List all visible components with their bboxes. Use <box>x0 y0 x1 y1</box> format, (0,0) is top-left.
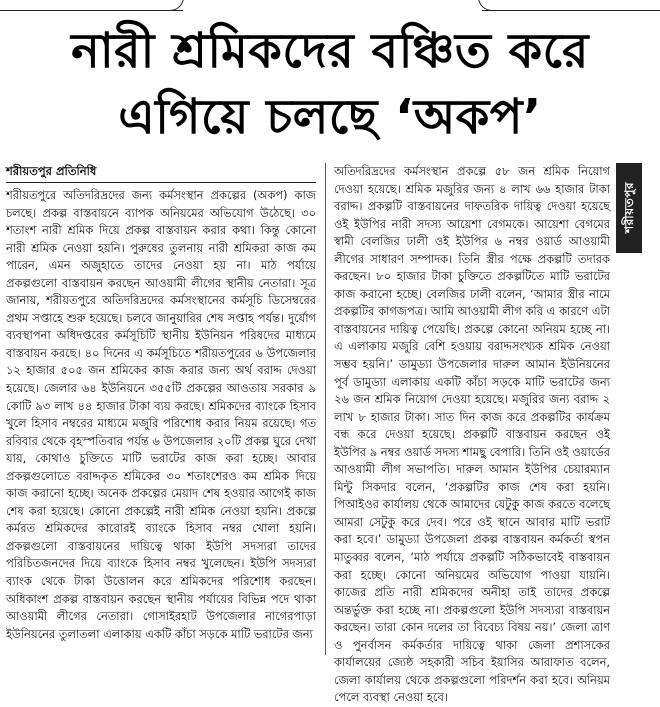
article-headline <box>10 18 650 150</box>
article-column-left <box>6 187 316 655</box>
headline-line-1: নারী শ্রমিকদের বঞ্চিত করে <box>71 23 589 79</box>
headline-line-2: এগিয়ে চলছে ‘অকপ’ <box>118 89 542 145</box>
article-column-right <box>334 163 610 705</box>
byline: শরীয়তপুর প্রতিনিধি <box>6 163 316 183</box>
right-column-text: অতিদরিদ্রদের কর্মসংস্থান প্রকল্পে ৫৮ জন শ্রমিক নিয়োগ দেওয়া হয়েছে। শ্রমিক মজুরির জন্য ৪ লাখ ৬৬ হাজার টাকা বরাদ্দ। প্রকল্পটি বাস্তবায়নের দাফতরিক দায়িত্ব দেওয়া হয়েছে ওই ইউপির নারী সদস্য আয়েশা বেগমকে। আয়েশা বেগমের স্বামী বেলজির ঢালী ওই ইউপির ৬ নম্বর ওয়ার্ড আওয়ামী লীগের সাধারণ সম্পাদক। তিনি স্ত্রীর পক্ষে প্রকল্পটি তদারক করছেন। ৮০ হাজার টাকা চুক্তিতে প্রকল্পটিতে মাটি ভরাটের কাজ করানো হচ্ছে। বেলজির ঢালী বলেন, ‘আমার স্ত্রীর নামে প্রকল্পটির কাগজপত্র। আমি আওয়ামী লীগ করি এ কারণে এটা বাস্তবায়নের দায়িত্ব পেয়েছি। প্রকল্পে কোনো অনিয়ম হচ্ছে না। এ এলাকায় মজুরি বেশি হওয়ায় বরাদ্দসংখ্যক শ্রমিক নেওয়া সম্ভব হয়নি।’ ডামুড্যা উপজেলার দারুল আমান ইউনিয়নের পূর্ব ডামুড্যা এলাকায় একটি কাঁচা সড়কে মাটি ভরাটের জন্য ২৬ জন শ্রমিক নিয়োগ দেওয়া হয়েছে। মজুরির জন্য বরাদ্দ ২ লাখ ৮ হাজার টাকা। সাত দিন কাজ করে প্রকল্পটির কার্যক্রম বন্ধ করে দেওয়া হয়েছে। প্রকল্পটি বাস্তবায়ন করছেন ওই ইউপির ৯ নম্বর ওয়ার্ড সদস্য শামছু বেপারি। তিনি ওই ওয়ার্ডের আওয়ামী লীগ সভাপতি। দারুল আমান ইউপির চেয়ারম্যান মিন্টু সিকদার বলেন, ‘প্রকল্পটির কাজ শেষ করা হয়নি। পিআইওর কার্যালয় থেকে আমাদের যেটুকু কাজ করতে বলেছে আমরা সেটুকু করে দেব। পরে ওই স্থানে আবার মাটি ভরাট করা হবে।’ ডামুড্যা উপজেলা প্রকল্প বাস্তবায়ন কর্মকর্তা স্বপন মাতুব্বর বলেন, ‘মাঠ পর্যায়ে প্রকল্পটি সঠিকভাবেই বাস্তবায়ন করা হচ্ছে। কোনো অনিয়মের অভিযোগ পাওয়া যায়নি। কাজের প্রতি নারী শ্রমিকদের অনীহা তাই তাদের প্রকল্পে অন্তর্ভুক্ত করা হচ্ছে না। প্রকল্পগুলো ইউপি সদস্যরা বাস্তবায়ন করছেন। তারা কোন দলের তা বিবেচ্য বিষয় নয়।’ জেলা ত্রাণ ও পুনর্বাসন কর্মকর্তার দায়িত্বে থাকা জেলা প্রশাসকের কার্যালয়ের জ্যেষ্ঠ সহকারী সচিব ইয়াসির আরাফাত বলেন, জেলা কার্যালয় থেকে প্রকল্পগুলো পরিদর্শন করা হবে। অনিয়ম পেলে ব্যবস্থা নেওয়া হবে। <box>334 164 610 705</box>
column-divider <box>325 163 326 655</box>
top-rule-left <box>0 10 183 11</box>
location-tag: শরীয়তপুর <box>616 163 642 253</box>
left-column-text: শরীয়তপুরে অতিদরিদ্রদের জন্য কর্মসংস্থান প্রকল্পের (অকপ) কাজ চলছে। প্রকল্প বাস্তবায়নে ব্যাপক অনিয়মের অভিযোগ উঠেছে। ৩০ শতাংশ নারী শ্রমিক দিয়ে প্রকল্প বাস্তবায়ন করার কথা। কিন্তু কোনো নারী শ্রমিক নেওয়া হয়নি। পুরুষের তুলনায় নারী শ্রমিকরা কাজ কম পারেন, এমন অজুহাতে তাদের নেওয়া হয় না। মাঠ পর্যায়ে প্রকল্পগুলো বাস্তবায়ন করছেন আওয়ামী লীগের স্থানীয় নেতারা। সূত্র জানায়, শরীয়তপুরে অতিদরিদ্রদের কর্মসংস্থানের কর্মসূচি ডিসেম্বরের প্রথম সপ্তাহে শুরু হয়েছে। চলবে জানুয়ারির শেষ সপ্তাহ পর্যন্ত। দুর্যোগ ব্যবস্থাপনা অধিদপ্তরের কর্মসূচিটি স্থানীয় ইউনিয়ন পরিষদের মাধ্যমে বাস্তবায়ন করছে। ৪০ দিনের এ কর্মসূচিতে শরীয়তপুরের ৬ উপজেলার ১২ হাজার ৫০৫ জন শ্রমিকের কাজ করার জন্য অর্থ বরাদ্দ দেওয়া হয়েছে। জেলার ৬৪ ইউনিয়নে ৩৫৫টি প্রকল্পের আওতায় সরকার ৯ কোটি ৯৩ লাখ ৪৪ হাজার টাকা ব্যয় করছে। শ্রমিকদের ব্যাংকে হিসাব খুলে হিসাব নম্বরের মাধ্যমে মজুরি পরিশোধ করার নিয়ম রয়েছে। গত রবিবার থেকে বৃহস্পতিবার পর্যন্ত ৬ উপজেলার ২০টি প্রকল্প ঘুরে দেখা যায়, কোথাও চুক্তিতে মাটি ভরাটের কাজ করা হচ্ছে। আবার প্রকল্পগুলোতে বরাদ্দকৃত শ্রমিকের ৩০ শতাংশেরও কম শ্রমিক দিয়ে কাজ করানো হচ্ছে। অনেক প্রকল্পের মেয়াদ শেষ হওয়ার আগেই কাজ শেষ করা হয়েছে। কোনো প্রকল্পেই নারী শ্রমিক নেওয়া হয়নি। প্রকল্পে কর্মরত শ্রমিকদের কারোরই ব্যাংকে হিসাব নম্বর খোলা হয়নি। প্রকল্পগুলো বাস্তবায়নের দায়িত্বে থাকা ইউপি সদস্যরা তাদের পরিচিতজনদের দিয়ে ব্যাংকে হিসাব নম্বর খুলেছেন। ইউপি সদস্যরা ব্যাংক থেকে টাকা উত্তোলন করে শ্রমিকদের পরিশোধ করছেন। অধিকাংশ প্রকল্প বাস্তবায়ন করছেন স্থানীয় পর্যায়ের বিভিন্ন পদে থাকা আওয়ামী লীগের নেতারা। গোসাইরহাট উপজেলার নাগেরপাড়া ইউনিয়নের তুলাতলা এলাকায় একটি কাঁচা সড়কে মাটি ভরাটের জন্য <box>6 188 316 641</box>
top-border-frame <box>0 0 660 14</box>
top-rule-right <box>482 10 660 11</box>
